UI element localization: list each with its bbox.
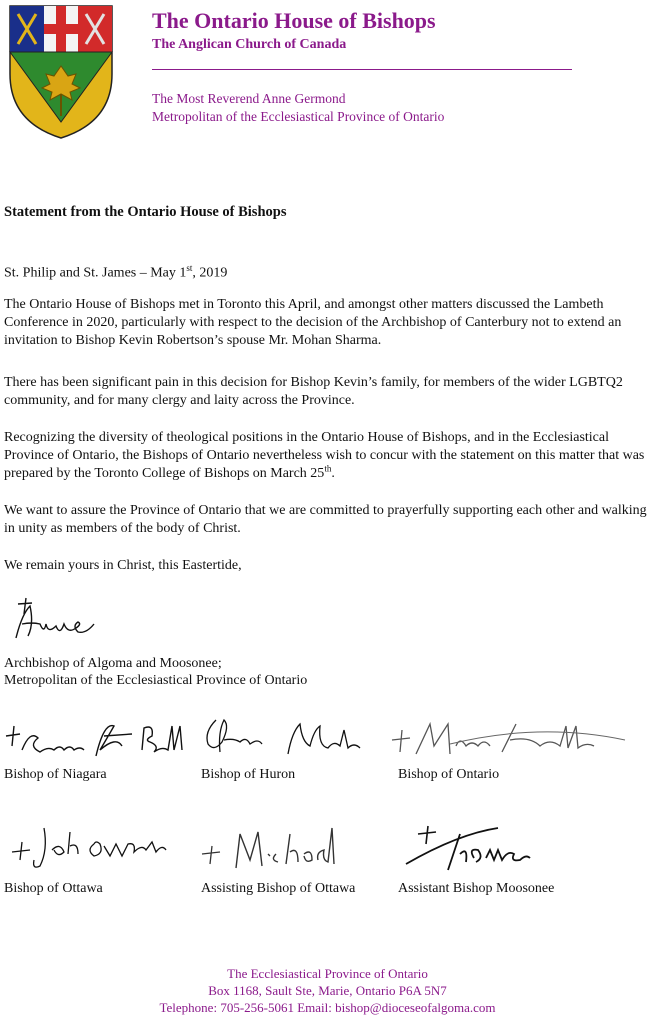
paragraph-4: We want to assure the Province of Ontario that we are committed to prayerfully supporting each other and walking in unity as members of the body of Christ.	[4, 503, 647, 536]
date-year: , 2019	[192, 265, 228, 281]
paragraph-1: The Ontario House of Bishops met in Toronto this April, and amongst other matters discussed the Lambeth Conference in 2020, particularly with respect to the decision of the Archbishop of Canterbury not to extend an invitation to Bishop Kevin Robertson’s spouse Mr. Mohan Sharma.	[4, 297, 622, 348]
bishop-ottawa-label: Bishop of Ottawa	[4, 881, 103, 896]
paragraph-3-end: .	[331, 466, 335, 481]
assisting-bishop-ottawa-label: Assisting Bishop of Ottawa	[201, 881, 356, 896]
date-text: St. Philip and St. James – May 1	[4, 265, 187, 281]
header-divider	[152, 69, 572, 70]
paragraph-3	[4, 429, 652, 483]
paragraph-2: There has been significant pain in this decision for Bishop Kevin’s family, for members of the wider LGBTQ2 community, and for many clergy and laity across the Province.	[4, 375, 623, 408]
huron-signature	[200, 712, 370, 764]
header-title: The Ontario House of Bishops	[152, 8, 436, 33]
moosonee-signature	[398, 814, 548, 876]
header-subtitle: The Anglican Church of Canada	[152, 37, 347, 52]
metropolitan-role-line-1: Archbishop of Algoma and Moosonee;	[4, 656, 222, 671]
statement-date	[4, 263, 227, 282]
bishop-niagara-label: Bishop of Niagara	[4, 767, 107, 782]
metropolitan-title: Metropolitan of the Ecclesiastical Province of Ontario	[152, 109, 445, 124]
metropolitan-signature	[12, 594, 102, 644]
footer-organization: The Ecclesiastical Province of Ontario	[227, 966, 428, 981]
metropolitan-role-line-2: Metropolitan of the Ecclesiastical Province of Ontario	[4, 673, 308, 688]
bishop-ontario-label: Bishop of Ontario	[398, 767, 500, 782]
assisting-ottawa-signature	[200, 820, 360, 876]
closing-line: We remain yours in Christ, this Eastertide,	[4, 558, 242, 573]
footer-contact: Telephone: 705-256-5061 Email: bishop@dioceseofalgoma.com	[159, 1000, 496, 1015]
footer-address: Box 1168, Sault Ste, Marie, Ontario P6A 5N7	[208, 983, 447, 998]
paragraph-3-ordinal: th	[324, 463, 332, 474]
ontario-signature	[390, 716, 635, 766]
bishop-huron-label: Bishop of Huron	[201, 767, 296, 782]
ottawa-signature	[4, 820, 174, 876]
niagara-signature	[4, 716, 194, 764]
coat-of-arms-icon	[6, 4, 116, 140]
statement-title: Statement from the Ontario House of Bishops	[4, 204, 287, 220]
date-ordinal: st	[186, 263, 193, 273]
paragraph-3-text: Recognizing the diversity of theological positions in the Ontario House of Bishops, and in the Ecclesiastical Province of Ontario, the Bishops of Ontario nevertheless wish to concur with the statement on this matter that was prepared by the Toronto College of Bishops on March 25	[4, 430, 645, 481]
metropolitan-name: The Most Reverend Anne Germond	[152, 91, 346, 106]
assistant-bishop-moosonee-label: Assistant Bishop Moosonee	[398, 881, 555, 896]
